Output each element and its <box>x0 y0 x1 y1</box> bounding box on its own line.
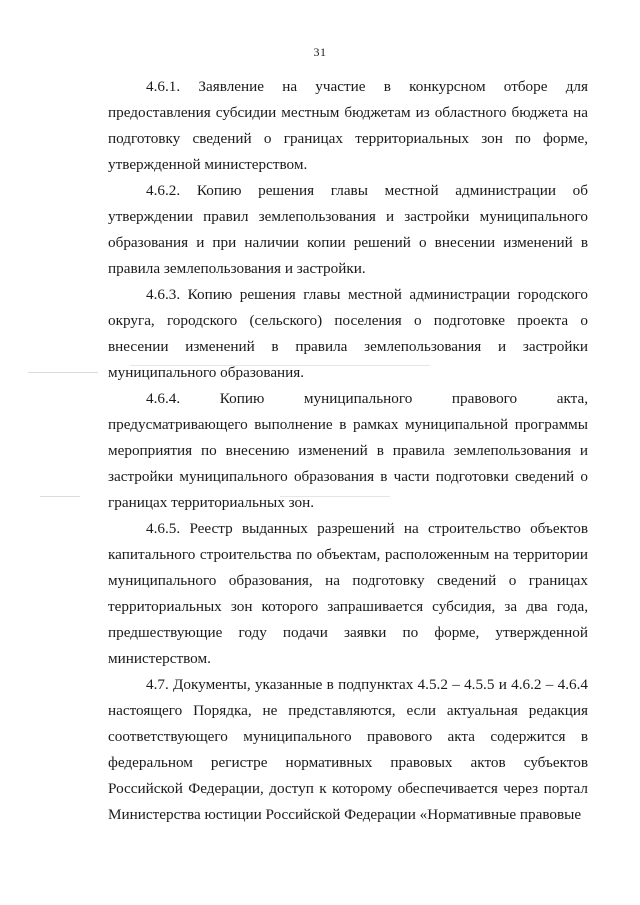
scan-artifact <box>28 372 98 373</box>
paragraph-4-6-5: 4.6.5. Реестр выданных разрешений на строительство объектов капитального строительства по объектам, расположенным на территории муниципального образования, на подготовку сведений о границах территориальных зон которого запрашивается субсидия, за два года, предшествующие году подачи заявки по форме, утвержденной министерством. <box>108 520 588 667</box>
scan-artifact <box>130 365 430 366</box>
document-body <box>108 74 588 828</box>
page-number: 31 <box>313 45 327 59</box>
paragraph-4-6-1: 4.6.1. Заявление на участие в конкурсном отборе для предоставления субсидии местным бюджетам из областного бюджета на подготовку сведений о границах территориальных зон по форме, утвержденной министерством. <box>108 78 588 173</box>
scan-artifact <box>40 496 80 497</box>
paragraph-4-6-4: 4.6.4. Копию муниципального правового акта, предусматривающего выполнение в рамках муниципальной программы мероприятия по внесению изменений в правила землепользования и застройки муниципального образования в части подготовки сведений о границах территориальных зон. <box>108 390 588 511</box>
paragraph-4-7: 4.7. Документы, указанные в подпунктах 4.5.2 – 4.5.5 и 4.6.2 – 4.6.4 настоящего Порядка, не представляются, если актуальная редакция соответствующего муниципального правового акта содержится в федеральном регистре нормативных правовых актов субъектов Российской Федерации, доступ к которому обеспечивается через портал Министерства юстиции Российской Федерации «Нормативные правовые <box>108 676 588 823</box>
paragraph-4-6-3: 4.6.3. Копию решения главы местной администрации городского округа, городского (сельского) поселения о подготовке проекта о внесении изменений в правила землепользования и застройки муниципального образования. <box>108 286 588 381</box>
scan-artifact <box>280 496 390 497</box>
paragraph-4-6-2: 4.6.2. Копию решения главы местной администрации об утверждении правил землепользования и застройки муниципального образования и при наличии копии решений о внесении изменений в правила землепользования и застройки. <box>108 182 588 277</box>
